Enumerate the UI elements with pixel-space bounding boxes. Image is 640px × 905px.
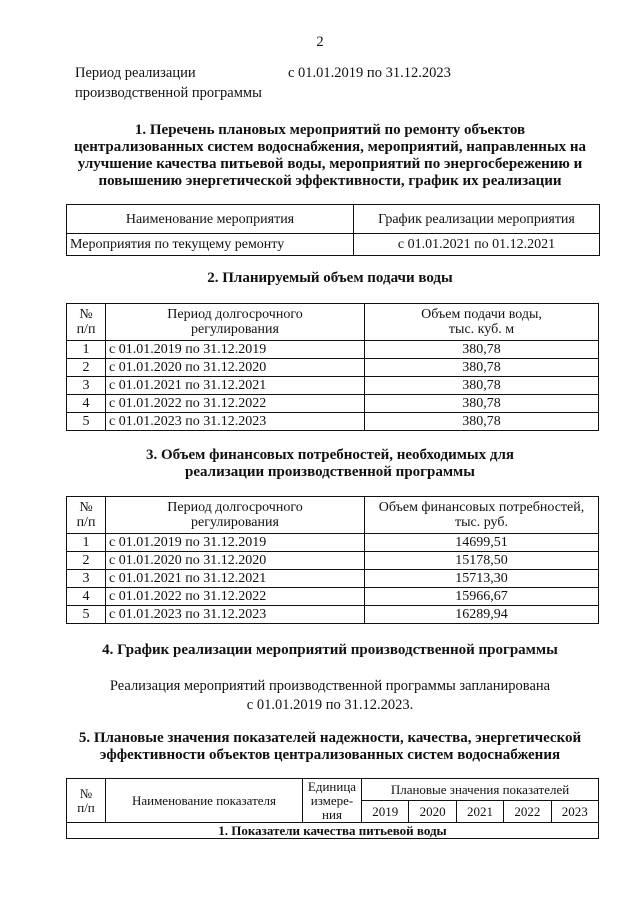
col-volume-line: Объем подачи воды, [421, 307, 542, 322]
section1-title-line: улучшение качества питьевой воды, мероприятий по энергосбережению и [77, 156, 583, 172]
section3-title-line: реализации производственной программы [185, 464, 475, 480]
period-value: с 01.01.2019 по 31.12.2023 [288, 65, 451, 81]
page-number: 2 [316, 34, 324, 50]
row-period: с 01.01.2021 по 31.12.2021 [106, 570, 365, 588]
measures-table [66, 204, 600, 256]
table-header-row [67, 304, 599, 341]
col-schedule: График реализации мероприятия [354, 205, 600, 234]
section5-title-line: 5. Плановые значения показателей надежности, качества, энергетической [78, 730, 582, 746]
col-unit-line: Единица [307, 778, 357, 794]
col-amount [365, 497, 599, 534]
col-year: 2022 [504, 801, 551, 823]
table-header-row [67, 779, 599, 801]
table-row [67, 588, 599, 606]
col-amount-line: Объем финансовых потребностей, [378, 500, 585, 515]
col-number-line: № [79, 500, 93, 515]
col-number [67, 779, 106, 823]
col-volume [365, 304, 599, 341]
col-period-line: Период долгосрочного [167, 500, 303, 515]
section5-title [50, 730, 610, 764]
table-row [67, 552, 599, 570]
col-period-line: регулирования [191, 515, 279, 530]
table-row [67, 395, 599, 413]
table-row [67, 234, 600, 256]
col-period-line: Период долгосрочного [167, 307, 303, 322]
col-number-line: п/п [76, 515, 96, 530]
section1-title-line: 1. Перечень плановых мероприятий по ремонту объектов [134, 122, 526, 138]
col-number-line: п/п [77, 799, 95, 815]
col-period-line: регулирования [191, 322, 279, 337]
row-period: с 01.01.2019 по 31.12.2019 [106, 534, 365, 552]
indicators-table [66, 778, 599, 839]
period-label [75, 63, 262, 103]
row-value: 380,78 [365, 413, 599, 431]
table-row [67, 606, 599, 624]
section4-text [60, 677, 600, 715]
table-row [67, 341, 599, 359]
row-period: с 01.01.2020 по 31.12.2020 [106, 359, 365, 377]
section4-text-line: Реализация мероприятий производственной программы запланирована [109, 678, 551, 694]
col-measure-name: Наименование мероприятия [67, 205, 354, 234]
section1-title [60, 122, 600, 190]
period-label-line2: производственной программы [75, 85, 262, 101]
col-year: 2019 [362, 801, 409, 823]
table-subheader-row [67, 823, 599, 839]
col-unit-line: ния [322, 806, 342, 822]
section2-title: 2. Планируемый объем подачи воды [207, 270, 453, 286]
water-volume-table [66, 303, 599, 431]
row-period: с 01.01.2020 по 31.12.2020 [106, 552, 365, 570]
row-number: 3 [67, 377, 106, 395]
row-number: 1 [67, 534, 106, 552]
row-value: 16289,94 [365, 606, 599, 624]
row-period: с 01.01.2023 по 31.12.2023 [106, 606, 365, 624]
measure-name: Мероприятия по текущему ремонту [67, 234, 354, 256]
section3-title-line: 3. Объем финансовых потребностей, необходимых для [145, 447, 515, 463]
col-number [67, 304, 106, 341]
table-header-row [67, 497, 599, 534]
table-row [67, 413, 599, 431]
col-number [67, 497, 106, 534]
col-year: 2023 [551, 801, 599, 823]
subheader-quality: 1. Показатели качества питьевой воды [67, 823, 599, 839]
measure-schedule: с 01.01.2021 по 01.12.2021 [354, 234, 600, 256]
col-number-line: № [79, 785, 93, 801]
row-number: 2 [67, 359, 106, 377]
table-row [67, 359, 599, 377]
col-number-line: п/п [76, 322, 96, 337]
row-value: 380,78 [365, 395, 599, 413]
col-number-line: № [79, 307, 93, 322]
row-value: 380,78 [365, 377, 599, 395]
row-number: 5 [67, 606, 106, 624]
table-header-row [67, 205, 600, 234]
table-row [67, 570, 599, 588]
col-unit [303, 779, 362, 823]
period-label-line1: Период реализации [75, 65, 196, 81]
col-indicator-name: Наименование показателя [106, 779, 303, 823]
row-number: 4 [67, 395, 106, 413]
col-period [106, 497, 365, 534]
row-value: 15178,50 [365, 552, 599, 570]
row-period: с 01.01.2022 по 31.12.2022 [106, 395, 365, 413]
section1-title-line: централизованных систем водоснабжения, мероприятий, направленных на [73, 139, 587, 155]
table-row [67, 534, 599, 552]
section4-title: 4. График реализации мероприятий производственной программы [102, 642, 558, 658]
row-period: с 01.01.2021 по 31.12.2021 [106, 377, 365, 395]
row-number: 2 [67, 552, 106, 570]
row-period: с 01.01.2019 по 31.12.2019 [106, 341, 365, 359]
row-value: 15966,67 [365, 588, 599, 606]
financial-needs-table [66, 496, 599, 624]
row-number: 5 [67, 413, 106, 431]
row-value: 15713,30 [365, 570, 599, 588]
section1-title-line: повышению энергетической эффективности, график их реализации [98, 173, 562, 189]
row-value: 380,78 [365, 359, 599, 377]
section3-title [60, 447, 600, 481]
col-planned-values: Плановые значения показателей [362, 779, 599, 801]
col-amount-line: тыс. руб. [455, 515, 508, 530]
col-unit-line: измере- [310, 792, 354, 808]
row-period: с 01.01.2023 по 31.12.2023 [106, 413, 365, 431]
section5-title-line: эффективности объектов централизованных систем водоснабжения [99, 747, 561, 763]
table-row [67, 377, 599, 395]
row-value: 380,78 [365, 341, 599, 359]
col-volume-line: тыс. куб. м [448, 322, 515, 337]
row-value: 14699,51 [365, 534, 599, 552]
row-number: 3 [67, 570, 106, 588]
col-year: 2021 [456, 801, 503, 823]
section4-text-line: с 01.01.2019 по 31.12.2023. [246, 697, 414, 713]
row-number: 1 [67, 341, 106, 359]
row-number: 4 [67, 588, 106, 606]
col-year: 2020 [409, 801, 456, 823]
row-period: с 01.01.2022 по 31.12.2022 [106, 588, 365, 606]
col-period [106, 304, 365, 341]
